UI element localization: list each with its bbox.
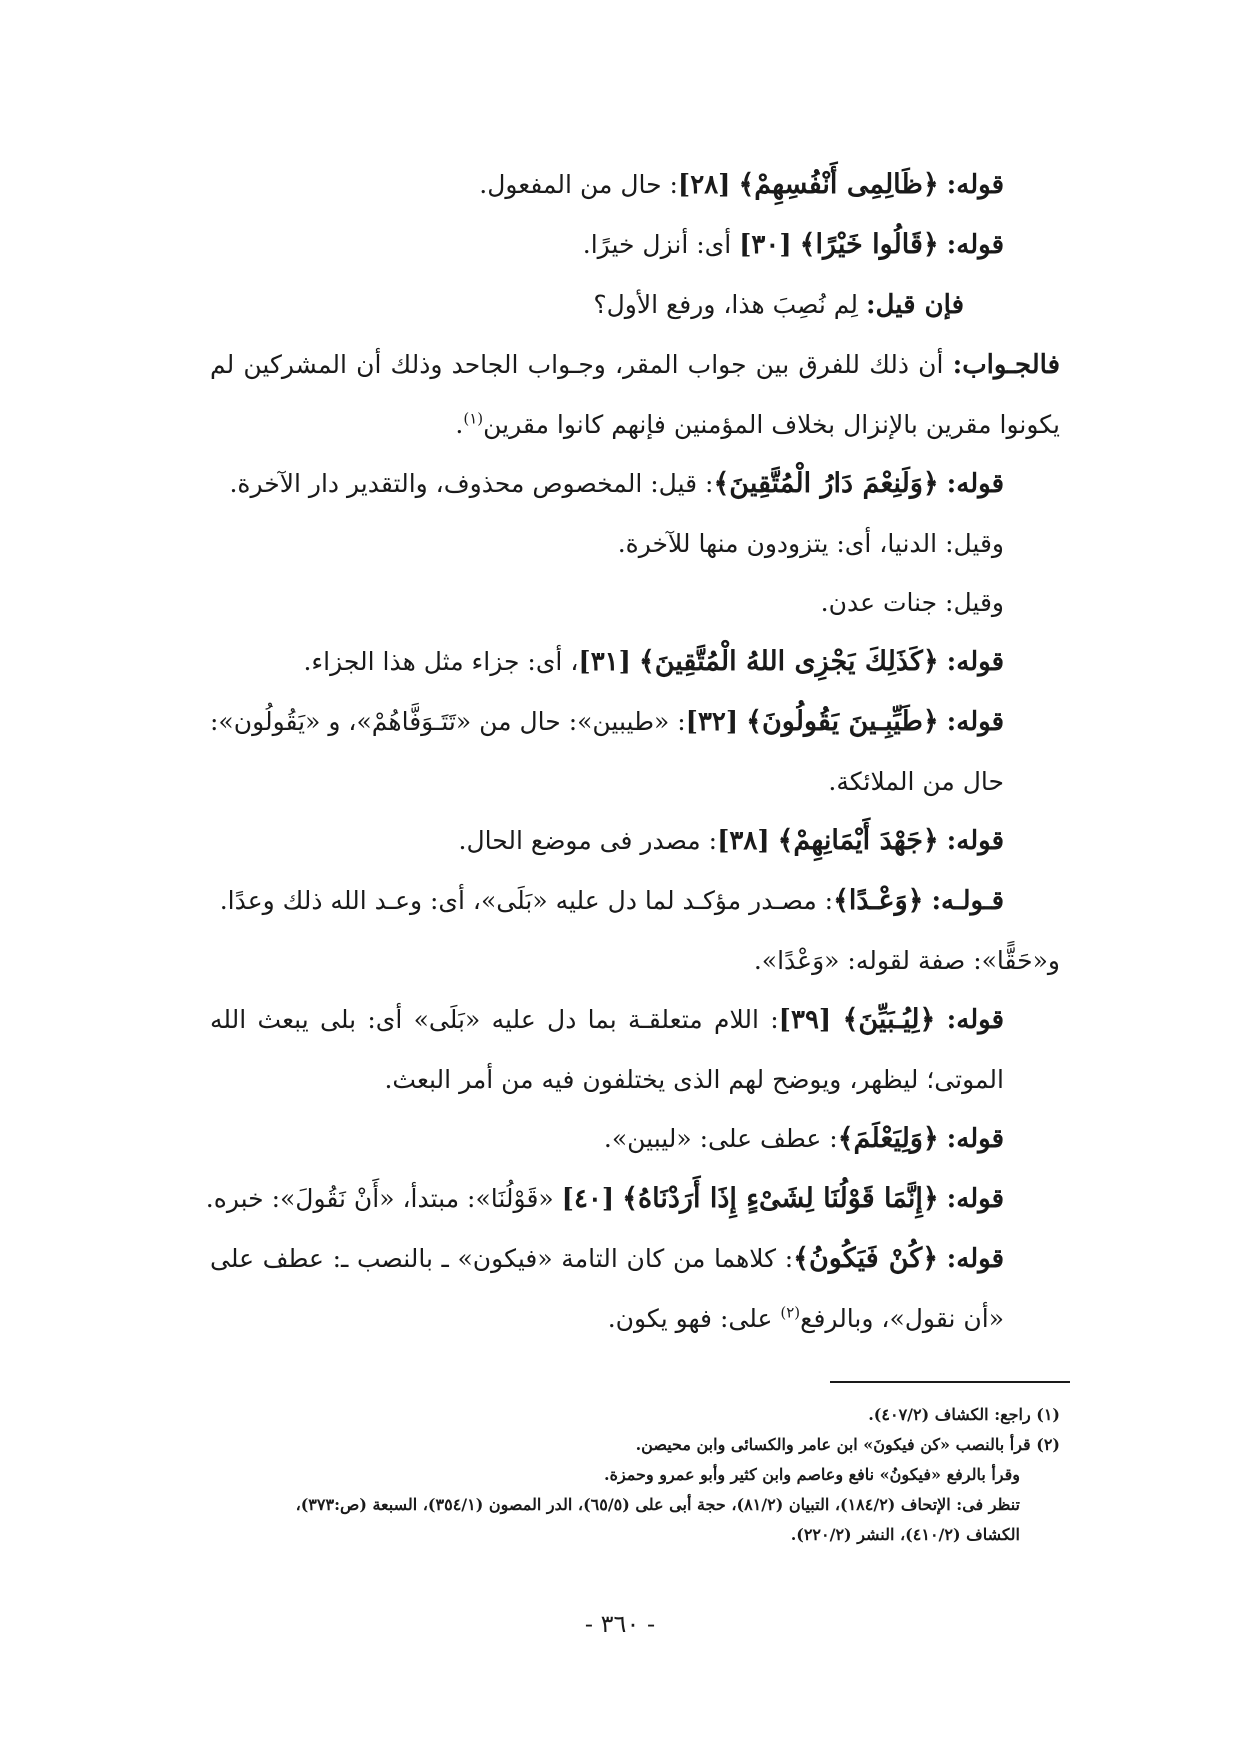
- quran-verse: ﴿وَعْـدًا﴾: [833, 885, 924, 916]
- quran-verse: ﴿كَذَلِكَ يَجْزِى اللهُ الْمُتَّقِينَ﴾: [638, 646, 939, 677]
- footnote-marker: (١): [463, 409, 484, 428]
- main-text: [205, 155, 1060, 1348]
- paragraph-6: [210, 514, 1060, 573]
- lead-word: قوله:: [946, 647, 1004, 677]
- verse-ref: [٣٨]: [717, 826, 770, 856]
- page-number: - ٣٦٠ -: [584, 1610, 656, 1638]
- quran-verse: ﴿كُنْ فَيَكُونُ﴾: [793, 1243, 939, 1274]
- commentary: وقيل: جنات عدن.: [820, 588, 1004, 617]
- paragraph-15: [205, 1169, 1060, 1229]
- paragraph-12: [210, 931, 1060, 990]
- commentary: : حال من المفعول.: [479, 170, 678, 199]
- paragraph-1: [210, 155, 1060, 215]
- commentary: أى: أنزل خيرًا.: [582, 230, 740, 259]
- paragraph-8: [210, 632, 1060, 692]
- paragraph-16: [210, 1229, 1060, 1348]
- verse-ref: [٣٠]: [739, 230, 792, 260]
- footnotes: [195, 1400, 1060, 1550]
- lead-word: قوله:: [946, 469, 1004, 499]
- verse-ref: [٣١]: [578, 647, 631, 677]
- lead-word: قوله:: [946, 1124, 1004, 1154]
- quran-verse: ﴿قَالُوا خَيْرًا﴾: [799, 229, 939, 260]
- lead-word: قوله:: [946, 1244, 1004, 1274]
- commentary: : قيل: المخصوص محذوف، والتقدير دار الآخرة.: [229, 469, 714, 498]
- footnote-2-sources-cont: الكشاف (٤١٠/٢)، النشر (٢٢٠/٢).: [790, 1525, 1020, 1544]
- lead-word: قوله:: [946, 707, 1004, 737]
- commentary: أن ذلك للفرق بين جواب المقر، وجـواب الجاحد وذلك أن المشركين لم يكونوا مقرين بالإنزال بخلاف المؤمنين فإنهم كانوا مقرين: [210, 350, 1060, 439]
- commentary: : عطف على: «ليبين».: [603, 1124, 838, 1153]
- commentary: لِم نُصِبَ هذا، ورفع الأول؟: [593, 290, 866, 319]
- commentary: ، أى: جزاء مثل هذا الجزاء.: [303, 647, 579, 676]
- quran-verse: ﴿طَيِّبِـينَ يَقُولُونَ﴾: [746, 706, 939, 737]
- paragraph-5: [210, 454, 1060, 514]
- footnote-2-sources: تنظر فى: الإتحاف (١٨٤/٢)، التبيان (٨١/٢)، حجة أبى على (٦٥/٥)، الدر المصون (٣٥٤/١)، السبعة (ص:٣٧٣)،: [295, 1495, 1020, 1514]
- quran-verse: ﴿لِيُـبَيِّنَ﴾: [842, 1004, 936, 1035]
- commentary: : مصـدر مؤكـد لما دل عليه «بَلَى»، أى: وعـد الله ذلك وعدًا.: [219, 886, 834, 915]
- footnote-2-reading: وقرأ بالرفع «فيكونُ» نافع وعاصم وابن كثير وأبو عمرو وحمزة.: [604, 1465, 1020, 1484]
- lead-word: قوله:: [946, 230, 1004, 260]
- lead-word: قوله:: [946, 170, 1004, 200]
- verse-ref: [٣٢]: [685, 707, 739, 737]
- footnote-1: (١) راجع: الكشاف (٤٠٧/٢).: [868, 1405, 1060, 1424]
- lead-word: قوله:: [946, 1005, 1004, 1035]
- quran-verse: ﴿ظَالِمِى أَنْفُسِهِمْ﴾: [738, 169, 939, 200]
- lead-word: فالجـواب:: [952, 350, 1060, 380]
- commentary-end: على: فهو يكون.: [607, 1304, 781, 1333]
- commentary: : كلاهما من كان التامة «فيكون» ـ بالنصب ـ: عطف على «أن نقول»، وبالرفع: [210, 1244, 1004, 1333]
- quran-verse: ﴿وَلِيَعْلَمَ﴾: [837, 1123, 939, 1154]
- paragraph-10: [210, 811, 1060, 871]
- paragraph-2: [210, 215, 1060, 275]
- footnote-2: (٢) قرأ بالنصب «كن فيكونَ» ابن عامر والكسائى وابن محيصن.: [635, 1435, 1060, 1454]
- commentary: : مصدر فى موضع الحال.: [458, 826, 718, 855]
- paragraph-13: [210, 990, 1060, 1109]
- commentary: : اللام متعلقـة بما دل عليه «بَلَى» أى: بلى يبعث الله الموتى؛ ليظهر، ويوضح لهم الذى يختلفون فيه من أمر البعث.: [210, 1005, 1004, 1094]
- paragraph-9: [210, 692, 1060, 811]
- footnote-marker: (٢): [780, 1303, 801, 1322]
- paragraph-7: [210, 573, 1060, 632]
- quran-verse: ﴿إِنَّمَا قَوْلُنَا لِشَىْءٍ إِذَا أَرَدْنَاهُ﴾: [622, 1183, 939, 1214]
- lead-word: قوله:: [946, 1184, 1004, 1214]
- commentary-end: .: [455, 410, 464, 439]
- commentary: «قَوْلُنَا»: مبتدأ، «أَنْ نَقُولَ»: خبره.: [205, 1184, 562, 1213]
- commentary: و«حَقًّا»: صفة لقوله: «وَعْدًا».: [753, 946, 1060, 975]
- footnote-divider: [830, 1381, 1070, 1383]
- paragraph-14: [210, 1109, 1060, 1169]
- verse-ref: [٣٩]: [778, 1005, 832, 1035]
- verse-ref: [٤٠]: [561, 1184, 615, 1214]
- verse-ref: [٢٨]: [677, 170, 731, 200]
- paragraph-4: [210, 335, 1060, 454]
- commentary: : «طيبين»: حال من «تَتَـوَفَّاهُمْ»، و «يَقُولُون»: حال من الملائكة.: [210, 707, 1004, 796]
- commentary: وقيل: الدنيا، أى: يتزودون منها للآخرة.: [617, 529, 1004, 558]
- lead-word: قوله:: [946, 826, 1004, 856]
- lead-word: قـولـه:: [931, 886, 1004, 916]
- paragraph-3: [210, 275, 1060, 335]
- quran-verse: ﴿جَهْدَ أَيْمَانِهِمْ﴾: [777, 825, 939, 856]
- lead-word: فإن قيل:: [865, 290, 964, 320]
- quran-verse: ﴿وَلَنِعْمَ دَارُ الْمُتَّقِينَ﴾: [713, 468, 939, 499]
- paragraph-11: [210, 871, 1060, 931]
